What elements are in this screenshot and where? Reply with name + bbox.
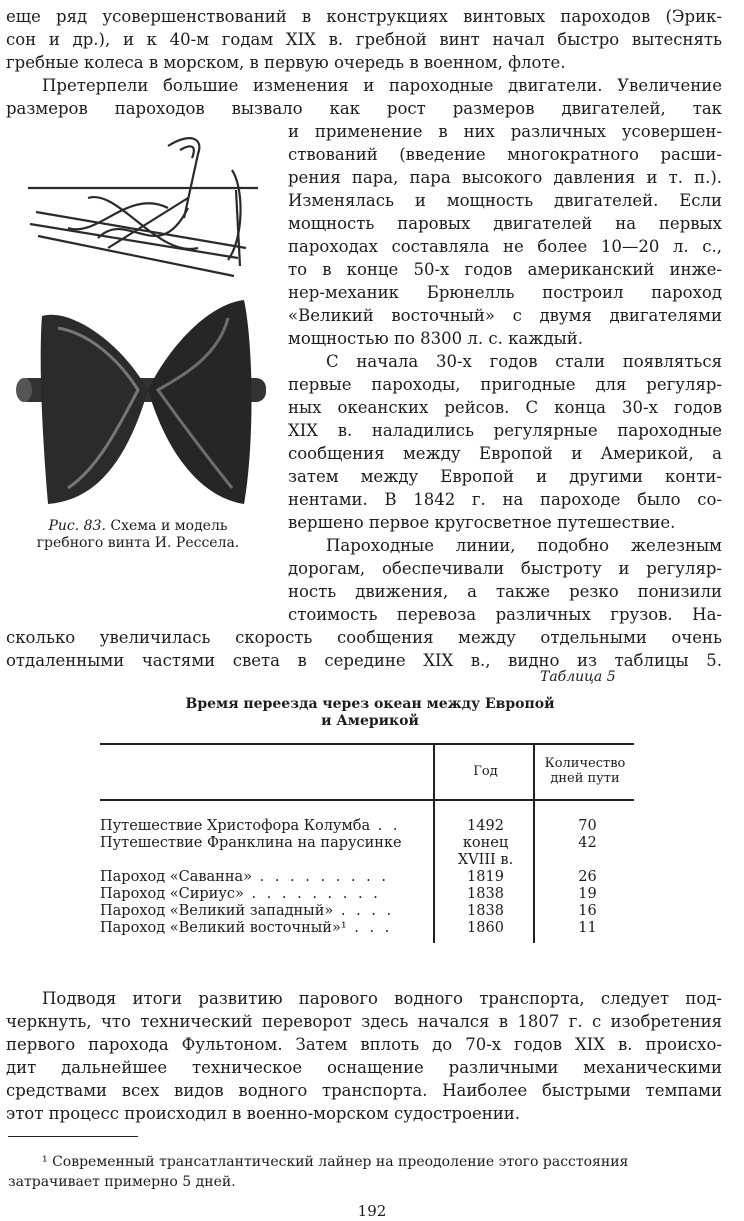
- body-line: ствований (введение многократного расши-: [288, 145, 722, 164]
- table-column-divider: [533, 743, 535, 943]
- propeller-model: [16, 300, 266, 504]
- body-line: нер-механик Брюнелль построил пароход: [288, 283, 722, 302]
- table-row-leader-dots: . . .: [346, 920, 393, 936]
- table-row-year-cont: XVIII в.: [457, 852, 514, 868]
- table-row-name: [100, 835, 430, 852]
- body-line: С начала 30-х годов стали появляться: [326, 352, 722, 371]
- table-row-days: 11: [578, 920, 597, 936]
- body-line: мощность паровых двигателей на первых: [288, 214, 722, 233]
- table-row-name: [100, 818, 430, 835]
- table-row-year: 1860: [467, 920, 504, 936]
- table-row-name-text: Пароход «Саванна»: [100, 869, 253, 885]
- figure-caption-text: Схема и модель: [105, 518, 228, 534]
- table-header-days-line: дней пути: [550, 771, 620, 786]
- table-header-days: [536, 756, 634, 786]
- body-line: дорогам, обеспечивали быстроту и регуляр-: [288, 559, 722, 578]
- body-line: стоимость перевоза различных грузов. На-: [288, 605, 722, 624]
- body-line: отдаленными частями света в середине XIX в., видно из таблицы 5.: [6, 651, 722, 670]
- table-row-name: [100, 903, 430, 920]
- body-line: гребные колеса в морском, в первую очередь в военном, флоте.: [6, 53, 566, 72]
- table-title: [150, 696, 590, 730]
- body-line: пароходах составляла не более 10—20 л. с.,: [288, 237, 722, 256]
- table-row-year: 1838: [467, 903, 504, 919]
- table-row-leader-dots: . . . .: [333, 903, 395, 919]
- body-line: нентами. В 1842 г. на пароходе было со-: [288, 490, 722, 509]
- table-title-line: и Америкой: [321, 713, 419, 729]
- body-line: вершено первое кругосветное путешествие.: [288, 513, 676, 532]
- body-line: сообщения между Европой и Америкой, а: [288, 444, 722, 463]
- table-title-line: Время переезда через океан между Европой: [185, 696, 555, 712]
- table-header-days-line: Количество: [544, 756, 626, 771]
- body-line: этот процесс происходил в военно-морском судостроении.: [6, 1104, 520, 1123]
- body-line: и применение в них различных усовершен-: [288, 122, 722, 141]
- footnote-text: ¹ Современный трансатлантический лайнер на преодоление этого расстояния: [42, 1154, 629, 1170]
- body-line: Подводя итоги развитию парового водного транспорта, следует под-: [42, 989, 722, 1008]
- table-row-days: 16: [578, 903, 597, 919]
- body-line: XIX в. наладились регулярные пароходные: [288, 421, 722, 440]
- body-line: ность движения, а также резко понизили: [288, 582, 722, 601]
- table-row-name: [100, 920, 430, 937]
- body-line: то в конце 50-х годов американский инже-: [288, 260, 722, 279]
- body-line: сон и др.), и к 40-м годам XIX в. гребной винт начал быстро вытеснять: [6, 30, 722, 49]
- table-row-year: 1838: [467, 886, 504, 902]
- figure-caption-text: гребного винта И. Рессела.: [36, 535, 240, 551]
- body-line: размеров пароходов вызвало как рост размеров двигателей, так: [6, 99, 722, 118]
- body-line: первые пароходы, пригодные для регуляр-: [288, 375, 722, 394]
- figure-caption: [12, 518, 264, 552]
- table-row-leader-dots: . .: [370, 818, 401, 834]
- body-line: «Великий восточный» с двумя двигателями: [288, 306, 722, 325]
- table-row-days: 42: [578, 835, 597, 851]
- table-row-name: [100, 886, 430, 903]
- table-row-year: конец: [462, 835, 509, 851]
- body-line: ных океанских рейсов. С конца 30-х годов: [288, 398, 722, 417]
- body-line: первого парохода Фультоном. Затем вплоть до 70-х годов XIX в. происхо-: [6, 1035, 722, 1054]
- body-line: Пароходные линии, подобно железным: [326, 536, 722, 555]
- table-header-year: Год: [473, 764, 498, 779]
- body-line: сколько увеличилась скорость сообщения между отдельными очень: [6, 628, 722, 647]
- body-line: Изменялась и мощность двигателей. Если: [288, 191, 722, 210]
- table-row-year: 1819: [467, 869, 504, 885]
- table-row-days: 19: [578, 886, 597, 902]
- table-row-days: 26: [578, 869, 597, 885]
- propeller-schema: [28, 138, 258, 276]
- table-header-rule: [100, 799, 634, 801]
- footnote-rule: [8, 1136, 138, 1137]
- propeller-figure: [8, 128, 276, 512]
- table-row-name-text: Путешествие Франклина на парусинке: [100, 835, 402, 851]
- table-row-name-text: Пароход «Великий восточный»¹: [100, 920, 347, 936]
- table-row-days: 70: [578, 818, 597, 834]
- page-number: 192: [357, 1202, 387, 1220]
- table-column-divider: [433, 743, 435, 943]
- body-line: рения пара, пара высокого давления и т. п.).: [288, 168, 722, 187]
- body-line: еще ряд усовершенствований в конструкциях винтовых пароходов (Эрик-: [6, 7, 722, 26]
- table-row-name-text: Пароход «Сириус»: [100, 886, 244, 902]
- table-row-name: [100, 869, 430, 886]
- body-line: дит дальнейшее техническое оснащение различными механическими: [6, 1058, 722, 1077]
- body-line: мощностью по 8300 л. с. каждый.: [288, 329, 583, 348]
- figure-caption-number: Рис. 83.: [48, 518, 106, 534]
- table-top-rule: [100, 743, 634, 745]
- table-row-leader-dots: . . . . . . . . .: [243, 886, 381, 902]
- propeller-illustration: [8, 128, 276, 508]
- table-row-name-text: Пароход «Великий западный»: [100, 903, 334, 919]
- table-row-leader-dots: . . . . . . . . .: [252, 869, 389, 885]
- body-line: черкнуть, что технический переворот здесь начался в 1807 г. с изобретения: [6, 1012, 722, 1031]
- table-row-year: 1492: [467, 818, 504, 834]
- body-line: Претерпели большие изменения и пароходные двигатели. Увеличение: [42, 76, 722, 95]
- body-line: средствами всех видов водного транспорта. Наиболее быстрыми темпами: [6, 1081, 722, 1100]
- table-row-name-text: Путешествие Христофора Колумба: [100, 818, 371, 834]
- footnote-text: затрачивает примерно 5 дней.: [8, 1174, 236, 1190]
- table-label: Таблица 5: [540, 669, 616, 685]
- body-line: затем между Европой и другими конти-: [288, 467, 722, 486]
